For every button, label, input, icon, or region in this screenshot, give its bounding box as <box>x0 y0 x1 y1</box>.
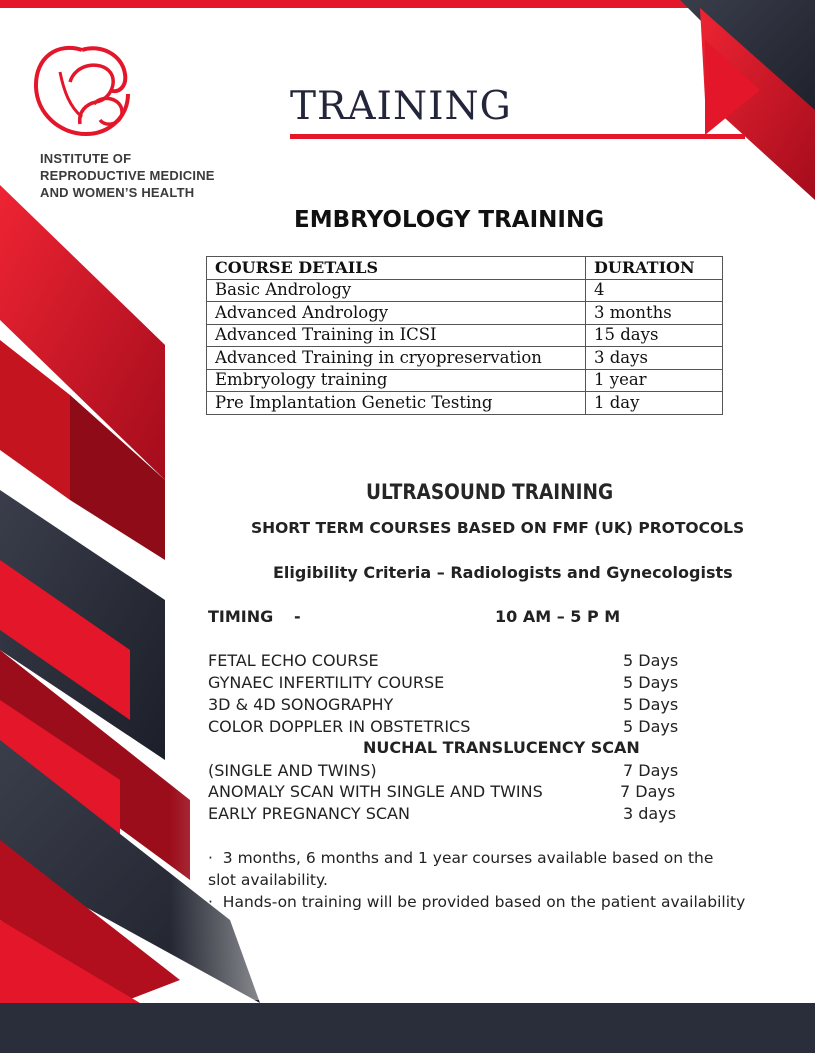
course-name: (SINGLE AND TWINS) <box>208 761 377 780</box>
bullet: · <box>208 893 213 911</box>
table-row <box>207 279 723 302</box>
footer-band <box>0 1003 815 1053</box>
table-header-row <box>207 257 723 280</box>
course-name: ANOMALY SCAN WITH SINGLE AND TWINS <box>208 782 543 801</box>
duration-cell: 15 days <box>586 324 723 347</box>
course-name: COLOR DOPPLER IN OBSTETRICS <box>208 717 471 736</box>
institute-name-line2: REPRODUCTIVE MEDICINE <box>40 168 215 183</box>
duration-cell: 3 months <box>586 302 723 325</box>
course-duration: 5 Days <box>623 695 679 714</box>
ultrasound-subtitle: SHORT TERM COURSES BASED ON FMF (UK) PROTOCOLS <box>251 519 745 537</box>
column-header-duration: DURATION <box>586 257 723 280</box>
course-cell: Basic Andrology <box>207 279 586 302</box>
note-1-continued <box>208 869 328 891</box>
bullet: · <box>208 849 213 867</box>
column-header-course: COURSE DETAILS <box>207 257 586 280</box>
page-title: TRAINING <box>290 84 512 129</box>
course-name: EARLY PREGNANCY SCAN <box>208 804 410 823</box>
duration-cell: 3 days <box>586 347 723 370</box>
institute-name-line3: AND WOMEN’S HEALTH <box>40 185 195 200</box>
note-2-text: Hands-on training will be provided based on the patient availability <box>222 893 746 911</box>
course-duration: 7 Days <box>620 782 676 801</box>
institute-logo <box>30 42 135 146</box>
course-name: 3D & 4D SONOGRAPHY <box>208 695 394 714</box>
table-row <box>207 302 723 325</box>
course-name: GYNAEC INFERTILITY COURSE <box>208 673 445 692</box>
course-duration: 5 Days <box>623 651 679 670</box>
course-cell: Embryology training <box>207 369 586 392</box>
note-1-line-1: 3 months, 6 months and 1 year courses available based on the <box>222 849 714 867</box>
note-2 <box>208 891 745 913</box>
duration-cell: 4 <box>586 279 723 302</box>
table-row <box>207 347 723 370</box>
timing-label: TIMING <box>208 607 274 626</box>
note-1 <box>208 847 713 869</box>
eligibility-criteria: Eligibility Criteria – Radiologists and Gynecologists <box>273 563 733 582</box>
duration-cell: 1 year <box>586 369 723 392</box>
ultrasound-title: ULTRASOUND TRAINING <box>366 480 614 504</box>
course-cell: Advanced Training in ICSI <box>207 324 586 347</box>
course-cell: Pre Implantation Genetic Testing <box>207 392 586 415</box>
timing-dash: - <box>294 607 301 626</box>
note-1-line-2: slot availability. <box>208 871 328 889</box>
institute-name <box>40 150 215 201</box>
table-row <box>207 369 723 392</box>
course-cell: Advanced Training in cryopreservation <box>207 347 586 370</box>
course-cell: Advanced Andrology <box>207 302 586 325</box>
nuchal-heading: NUCHAL TRANSLUCENCY SCAN <box>363 738 640 757</box>
course-duration: 7 Days <box>623 761 679 780</box>
table-row <box>207 324 723 347</box>
table-row <box>207 392 723 415</box>
timing-value: 10 AM – 5 P M <box>495 607 621 626</box>
embryology-course-table <box>206 256 723 415</box>
title-underline <box>290 134 745 139</box>
duration-cell: 1 day <box>586 392 723 415</box>
course-duration: 5 Days <box>623 717 679 736</box>
course-duration: 3 days <box>623 804 677 823</box>
institute-name-line1: INSTITUTE OF <box>40 151 132 166</box>
course-duration: 5 Days <box>623 673 679 692</box>
embryology-title: EMBRYOLOGY TRAINING <box>294 207 605 233</box>
course-name: FETAL ECHO COURSE <box>208 651 379 670</box>
